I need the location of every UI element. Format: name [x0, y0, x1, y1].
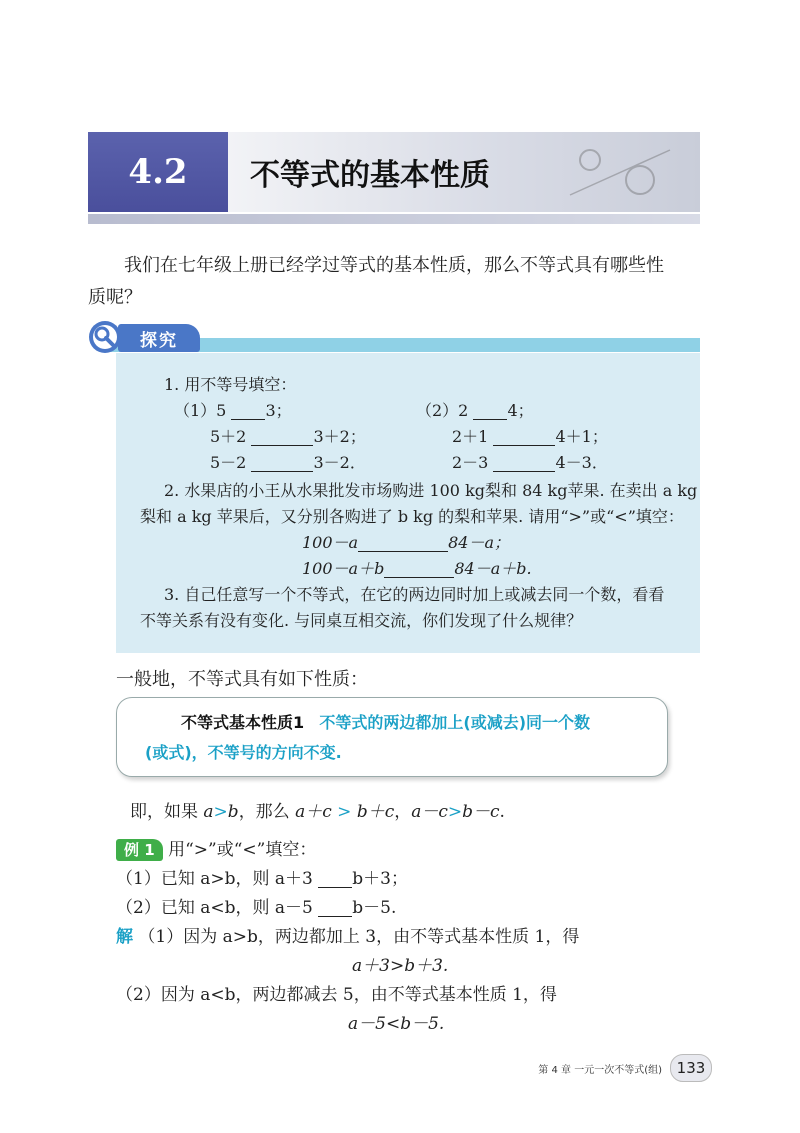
explore-label: 探究: [118, 324, 200, 352]
header-decoration-icon: [560, 140, 680, 204]
property-box: [116, 697, 668, 777]
q1-left-row1: （1）5 3；: [174, 401, 292, 420]
chapter-title: 第 4 章 一元一次不等式(组): [538, 1064, 662, 1076]
example-block: [116, 836, 728, 1039]
solution-line-2: （2）因为 a<b，两边都减去 5，由不等式基本性质 1，得: [116, 985, 557, 1005]
general-statement: 一般地，不等式具有如下性质：: [116, 669, 368, 690]
example-part-2: （2）已知 a<b，则 a－5 b－5.: [116, 898, 397, 918]
page-number: 133: [670, 1054, 712, 1082]
example-label: 例 1: [116, 839, 163, 861]
solution-result-1: a＋3>b＋3.: [352, 956, 449, 976]
intro-paragraph: [88, 250, 700, 314]
q1-left-row3: 5－2 3－2．: [210, 453, 366, 472]
example-prompt: 用“>”或“<”填空：: [168, 840, 317, 860]
q2-line-1: 2. 水果店的小王从水果批发市场购进 100 kg梨和 84 kg苹果. 在卖出 a kg: [164, 481, 698, 500]
property-line-2: [145, 740, 342, 766]
intro-line-2: 质呢？: [88, 287, 142, 308]
property-text-1: 不等式的两边都加上(或减去)同一个数: [319, 713, 591, 732]
page-footer: [538, 1054, 712, 1082]
q3-line-1: 3. 自己任意写一个不等式，在它的两边同时加上或减去同一个数，看看: [164, 585, 665, 604]
solution-line-1: 解 （1）因为 a>b，两边都加上 3，由不等式基本性质 1，得: [116, 927, 580, 947]
q1-right-row1: （2）2 4；: [416, 401, 534, 420]
solution-result-2: a－5<b－5.: [348, 1014, 445, 1034]
q2-expr-1: 100－a 84－a；: [302, 533, 510, 552]
section-number: 4.2: [88, 132, 228, 212]
rule-statement: 即，如果 a>b，那么 a＋c > b＋c，a－c>b－c.: [130, 802, 505, 822]
section-title: 不等式的基本性质: [250, 158, 490, 193]
explore-tool-icon: [88, 320, 122, 354]
property-name: 不等式基本性质1: [181, 713, 305, 732]
property-line-1: [181, 710, 590, 736]
q1-right-row3: 2－3 4－3．: [452, 453, 608, 472]
example-part-1: （1）已知 a>b，则 a＋3 b＋3；: [116, 869, 408, 889]
q3-line-2: 不等关系有没有变化. 与同桌互相交流，你们发现了什么规律？: [140, 611, 583, 630]
example-prompt-line: [116, 836, 728, 865]
q1-title: 1. 用不等号填空：: [164, 375, 297, 394]
section-title-wrap: [228, 132, 700, 212]
q1-left-row2: 5＋2 3＋2；: [210, 427, 366, 446]
header-underline: [88, 214, 700, 224]
solution-label: 解: [116, 927, 133, 947]
q1-right-row2: 2＋1 4＋1；: [452, 427, 608, 446]
q2-expr-2: 100－a＋b 84－a＋b.: [302, 559, 532, 578]
section-header: [88, 132, 700, 212]
property-text-2: (或式)，不等号的方向不变.: [145, 743, 342, 762]
explore-box: [116, 353, 700, 653]
intro-line-1: 我们在七年级上册已经学过等式的基本性质，那么不等式具有哪些性: [124, 255, 664, 276]
q2-line-2: 梨和 a kg 苹果后，又分别各购进了 b kg 的梨和苹果. 请用“>”或“<”填空：: [140, 507, 684, 526]
